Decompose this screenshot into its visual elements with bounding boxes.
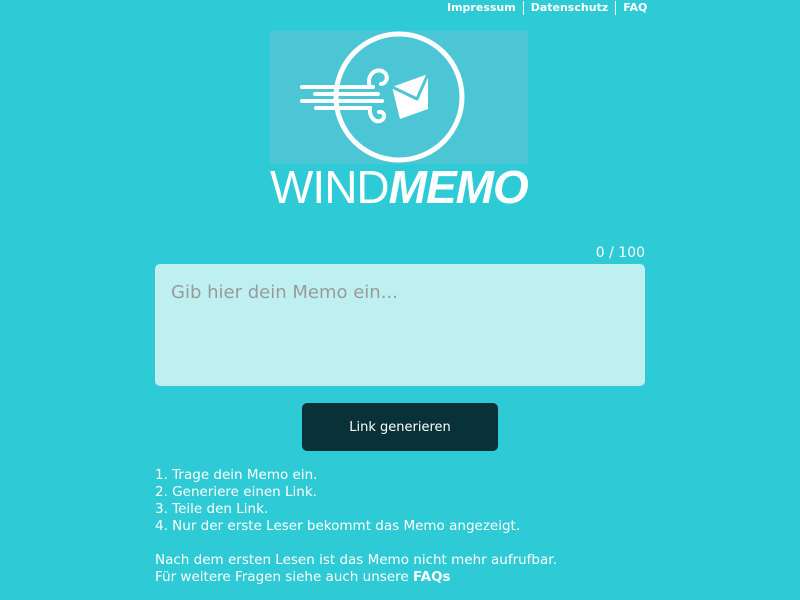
logo-word-light: WIND — [270, 161, 389, 213]
nav-divider — [523, 1, 524, 15]
list-item: 3. Teile den Link. — [155, 501, 269, 517]
note-read-once: Nach dem ersten Lesen ist das Memo nicht mehr aufrufbar. — [155, 552, 557, 568]
list-item: 2. Generiere einen Link. — [155, 484, 317, 500]
list-item: 4. Nur der erste Leser bekommt das Memo angezeigt. — [155, 518, 521, 534]
datenschutz-link[interactable]: Datenschutz — [530, 1, 609, 14]
note-faq — [155, 569, 655, 586]
memo-input[interactable] — [155, 264, 645, 386]
steps-list — [155, 467, 655, 535]
nav-divider — [615, 1, 616, 15]
faq-link[interactable]: FAQ — [623, 1, 648, 14]
faqs-link[interactable]: FAQs — [412, 569, 451, 585]
logo-word-bold: MEMO — [388, 161, 528, 213]
instructions — [155, 467, 655, 586]
logo-wordmark — [270, 161, 528, 213]
list-item: 1. Trage dein Memo ein. — [155, 467, 318, 483]
generate-link-button[interactable]: Link generieren — [302, 403, 498, 451]
impressum-link[interactable]: Impressum — [447, 1, 516, 14]
character-counter: 0 / 100 — [595, 245, 645, 261]
windmemo-logo[interactable] — [270, 31, 528, 211]
wind-envelope-icon — [270, 31, 528, 164]
note-faq-text: Für weitere Fragen siehe auch unsere — [155, 569, 413, 585]
top-nav — [447, 1, 647, 15]
